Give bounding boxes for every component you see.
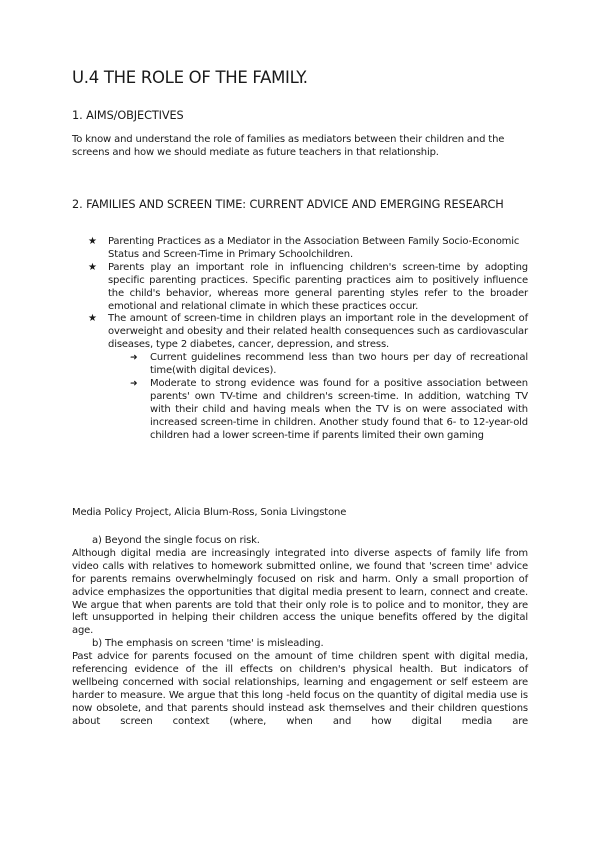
star-icon: ★ [88,313,97,325]
source-citation: Media Policy Project, Alicia Blum-Ross, Sonia Livingstone [72,507,347,518]
point-a-body: Although digital media are increasingly integrated into diverse aspects of family life from video calls with relatives to homework submitted online, we found that 'screen time' advice for parents remains overwhelmingly focused on risk and harm. Only a small proportion of advice emphasizes the opportunities that digital media present to learn, connect and create. We argue that when parents are told that their only role is to police and to monitor, they are left unsupported in helping their children access the unique benefits offered by the digital age. [72,547,528,637]
arrow-right-icon: ➜ [130,353,138,364]
star-icon: ★ [88,236,97,247]
point-b-heading: b) The emphasis on screen 'time' is misleading. [92,638,324,650]
list-item [130,378,528,443]
bullet-text: Parenting Practices as a Mediator in the Association Between Family Socio-Economic Status and Screen-Time in Primary Schoolchildren. [108,236,520,260]
star-icon: ★ [88,261,97,273]
list-item [88,236,528,262]
aims-paragraph: To know and understand the role of families as mediators between their children and the screens and how we should mediate as future teachers in that relationship. [72,134,505,158]
bullet-list [88,236,528,443]
point-a-heading: a) Beyond the single focus on risk. [92,535,260,546]
list-item [130,352,528,378]
page-title: U.4 THE ROLE OF THE FAMILY. [72,68,308,87]
point-b-body: Past advice for parents focused on the amount of time children spent with digital media, referencing evidence of the ill effects on children's physical health. But indicators of wellbeing concerned with social relationships, learning and engagement or self esteem are harder to measure. We argue that this long -held focus on the quantity of digital media use is now obsolete, and that parents should instead ask themselves and their children questions about screen context (where, when and how digital media are [72,651,528,727]
section-heading-aims: 1. AIMS/OBJECTIVES [72,109,184,122]
sub-bullet-text: Current guidelines recommend less than two hours per day of recreational time(with digital devices). [150,352,528,377]
list-item [88,313,528,442]
points-section [72,535,528,729]
sub-bullet-list [108,352,528,442]
section-heading-screen-time: 2. FAMILIES AND SCREEN TIME: CURRENT ADVICE AND EMERGING RESEARCH [72,198,504,211]
arrow-right-icon: ➜ [130,378,138,389]
bullet-text: The amount of screen-time in children plays an important role in the development of overweight and obesity and their related health consequences such as cardiovascular diseases, type 2 diabetes, cancer, depression, and stress. [108,313,528,351]
sub-bullet-text: Moderate to strong evidence was found for a positive association between parents' own TV-time and children's screen-time. In addition, watching TV with their child and having meals when the TV is on were associated with increased screen-time in children. Another study found that 6- to 12-year-old children had a lower screen-time if parents limited their own gaming [150,377,528,441]
list-item [88,262,528,314]
bullet-text: Parents play an important role in influencing children's screen-time by adopting specific parenting practices. Specific parenting practices aim to positively influence the child's behavior, whereas more general parenting styles refer to the broader emotional and relational climate in which these practices occur. [108,261,528,312]
